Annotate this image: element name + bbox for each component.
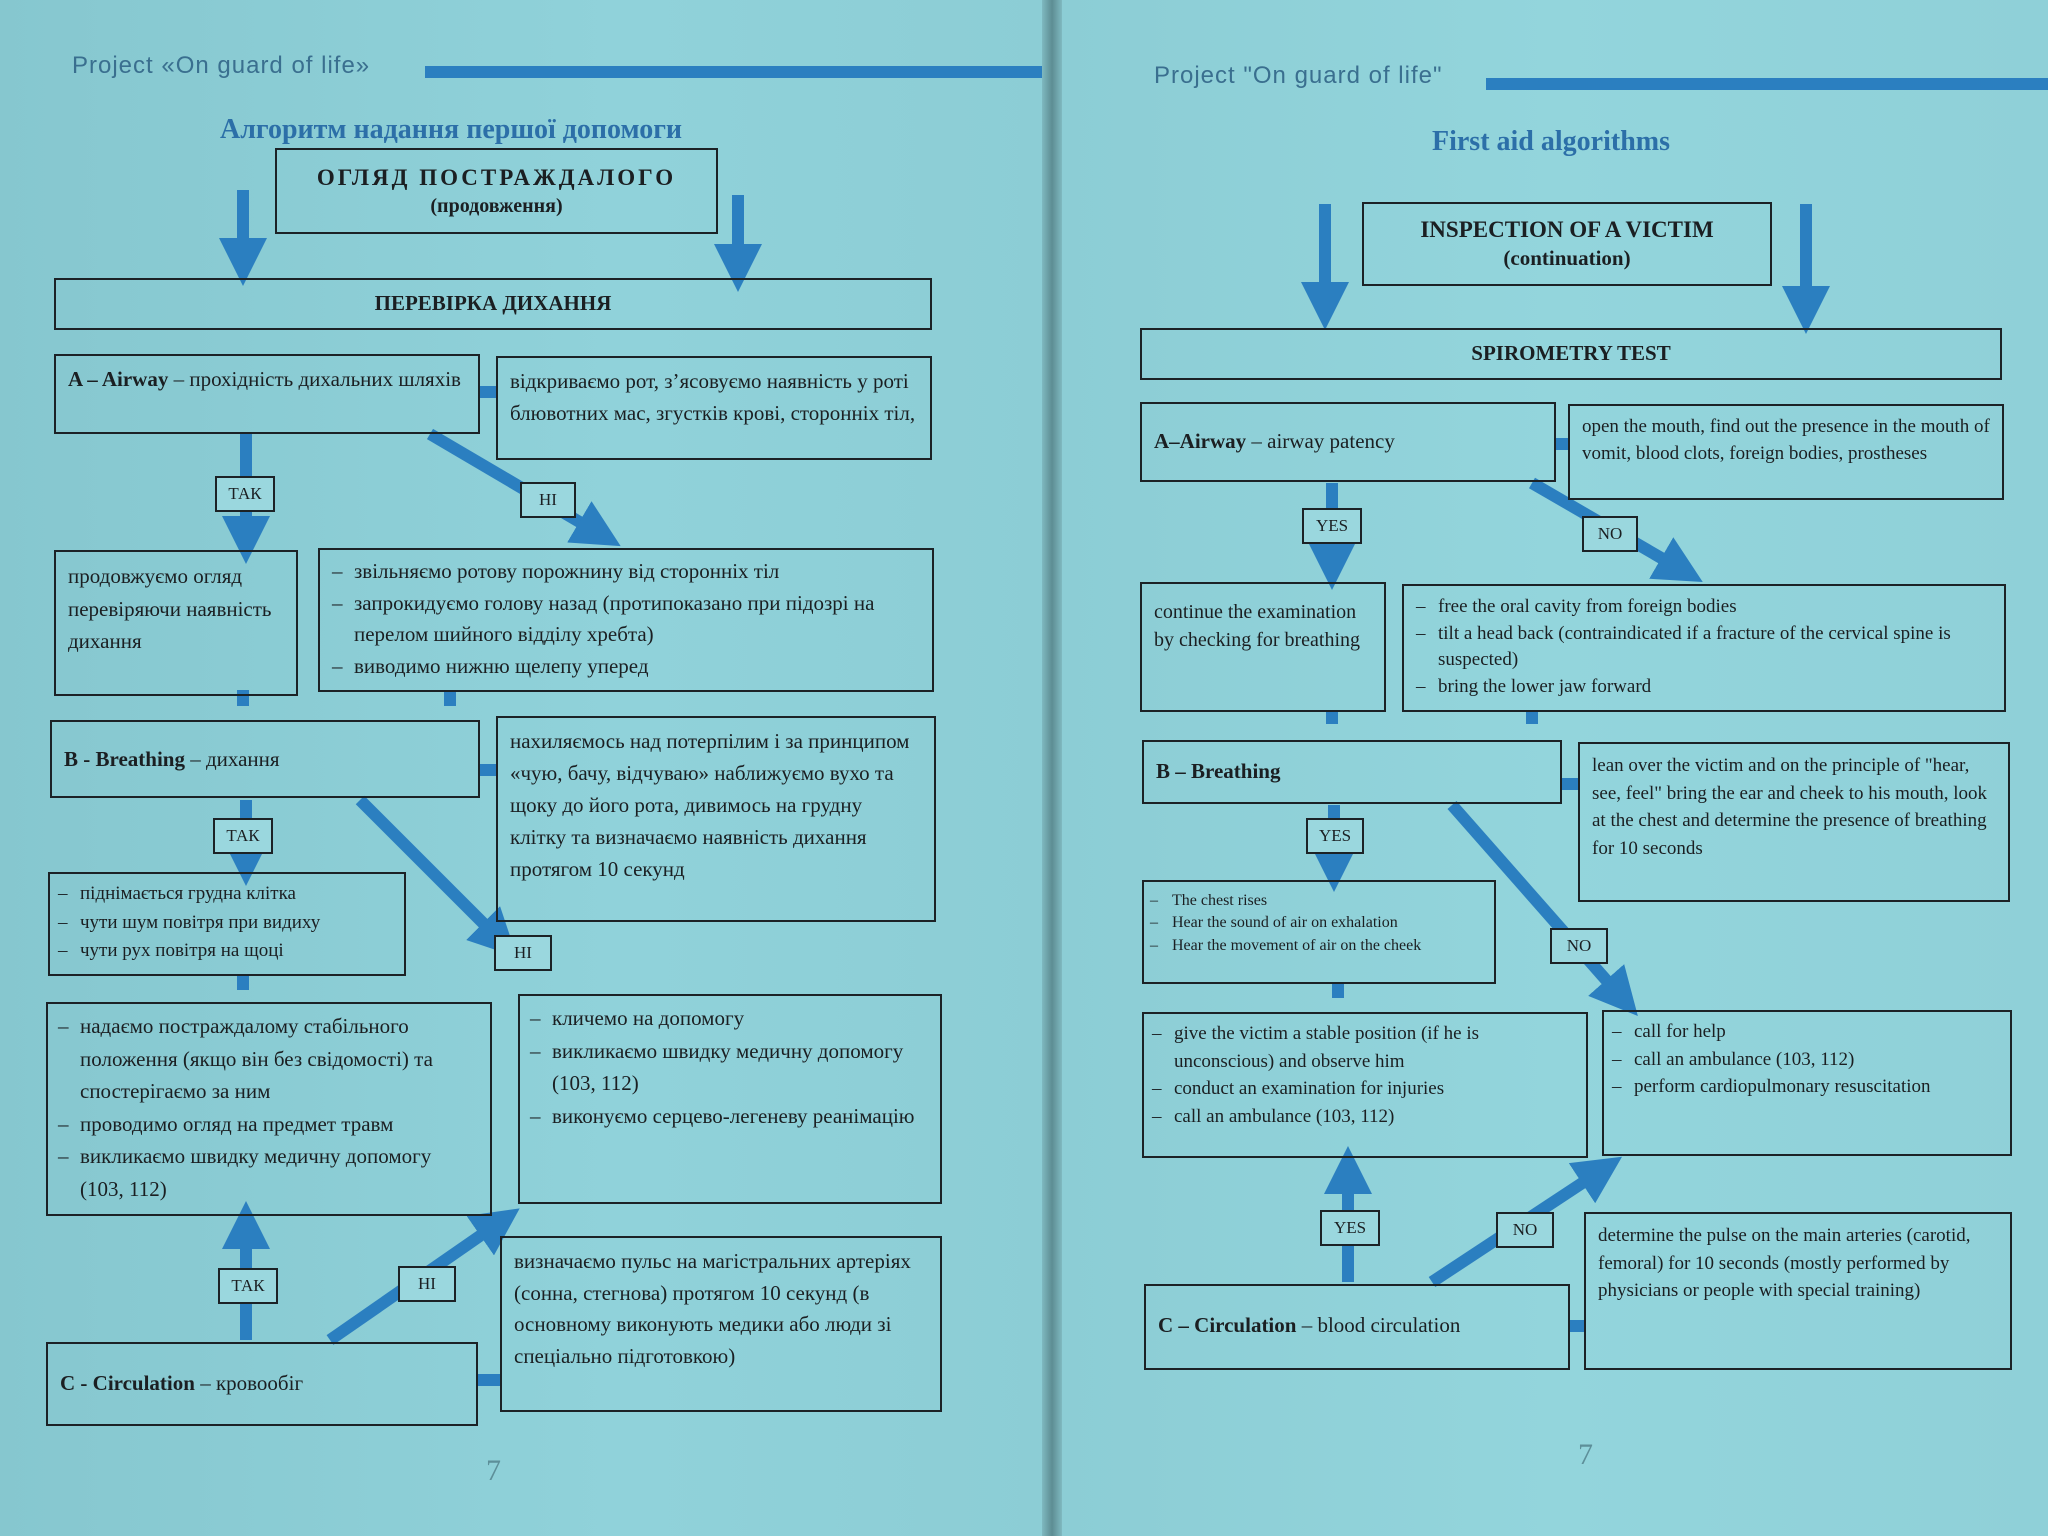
left-airway-no-item-3: – виводимо нижню щелепу уперед [332,651,920,683]
right-help-item-1: – call for help [1612,1018,2002,1046]
left-inspection-title: ОГЛЯД ПОСТРАЖДАЛОГО [316,165,677,191]
left-breathing-label: B - Breathing [64,747,185,771]
right-page-number: 7 [1578,1438,1593,1471]
right-help-item-2: – call an ambulance (103, 112) [1612,1046,2002,1074]
right-airway-no-item-2: – tilt a head back (contraindicated if a fracture of the cervical spine is suspected) [1416,621,1992,674]
right-circulation-box [1144,1284,1570,1370]
left-help-item-2: – викликаємо швидку медичну допомогу (103, 112) [530,1035,930,1100]
left-yes-tag-3: ТАК [218,1268,278,1304]
left-airway-no-box [318,548,934,692]
left-inspection-sub: (продовження) [430,194,563,217]
right-yes-tag-1: YES [1302,508,1362,544]
left-yes-tag-2: ТАК [213,818,273,854]
left-airway-desc: відкриваємо рот, з’ясовуємо наявність у роті блювотних мас, згустків крові, сторонніх тіл, [496,356,932,460]
right-airway-no-box [1402,584,2006,712]
right-airway-no-item-3: – bring the lower jaw forward [1416,674,1992,701]
right-stable-item-1: – give the victim a stable position (if he is unconscious) and observe him [1152,1020,1578,1075]
left-breathing-desc: нахиляємось над потерпілим і за принципом «чую, бачу, відчуваю» наближуємо вухо та щоку до його рота, дивимось на грудну клітку та визначаємо наявність дихання протягом 10 секунд [496,716,936,922]
right-inspection-sub: (continuation) [1503,246,1631,271]
left-help-item-1: – кличемо на допомогу [530,1002,930,1035]
right-check-breathing: SPIROMETRY TEST [1140,328,2002,380]
left-circulation-desc: визначаємо пульс на магістральних артеріях (сонна, стегнова) протягом 10 секунд (в основному виконують медики або люди зі спеціально підготовкою) [500,1236,942,1412]
left-header: Project «On guard of life» [72,52,371,79]
left-help-item-3: – виконуємо серцево-легеневу реанімацію [530,1100,930,1133]
left-no-tag-2: НІ [494,935,552,971]
right-title: First aid algorithms [1432,126,1670,157]
left-circulation-text: – кровообіг [194,1371,304,1395]
left-airway-no-item-1: – звільняємо ротову порожнину від сторонніх тіл [332,556,920,588]
right-inspection-title: INSPECTION OF A VICTIM [1420,217,1714,243]
right-breathing-yes-item-2: – Hear the sound of air on exhalation [1150,912,1488,934]
left-inspection-box [275,148,718,234]
left-stable-box [46,1002,492,1216]
left-stable-item-2: – проводимо огляд на предмет травм [58,1108,480,1141]
right-airway-desc: open the mouth, find out the presence in the mouth of vomit, blood clots, foreign bodies, prostheses [1568,404,2004,500]
right-breathing-yes-item-1: – The chest rises [1150,890,1488,912]
left-circulation-label: C - Circulation [60,1371,195,1395]
right-airway-no-item-1: – free the oral cavity from foreign bodies [1416,594,1992,621]
left-help-box [518,994,942,1204]
left-airway-label: A – Airway [68,367,169,391]
left-breathing-yes-item-1: – піднімається грудна клітка [58,880,396,909]
left-airway-box [54,354,480,434]
right-yes-tag-2: YES [1306,818,1364,854]
right-stable-box [1142,1012,1588,1158]
left-breathing-yes-item-2: – чути шум повітря при видиху [58,909,396,938]
right-continue-box: continue the examination by checking for breathing [1140,582,1386,712]
right-breathing-desc: lean over the victim and on the principle of "hear, see, feel" bring the ear and cheek to his mouth, look at the chest and determine the presence of breathing for 10 seconds [1578,742,2010,902]
left-airway-text: – прохідність дихальних шляхів [168,367,461,391]
right-yes-tag-3: YES [1320,1210,1380,1246]
right-circulation-text: – blood circulation [1296,1313,1461,1337]
left-no-tag-1: НІ [520,482,576,518]
right-breathing-box [1142,740,1562,804]
right-no-tag-2: NO [1550,928,1608,964]
right-breathing-yes-item-3: – Hear the movement of air on the cheek [1150,935,1488,957]
right-airway-box [1140,402,1556,482]
right-no-tag-3: NO [1496,1212,1554,1248]
right-inspection-box [1362,202,1772,286]
right-circulation-desc: determine the pulse on the main arteries (carotid, femoral) for 10 seconds (mostly performed by physicians or people with special training) [1584,1212,2012,1370]
left-title: Алгоритм надання першої допомоги [220,114,683,145]
left-breathing-yes-item-3: – чути рух повітря на щоці [58,937,396,966]
right-breathing-yes-box [1142,880,1496,984]
left-breathing-text: – дихання [184,747,280,771]
left-page-number: 7 [486,1454,501,1487]
book-gutter [1042,0,1062,1536]
right-breathing-label: B – Breathing [1156,759,1281,783]
left-stable-item-3: – викликаємо швидку медичну допомогу (103, 112) [58,1140,480,1205]
right-page [1062,0,2048,1536]
right-circulation-label: C – Circulation [1158,1313,1297,1337]
left-yes-tag-1: ТАК [215,476,275,512]
right-airway-text: – airway patency [1246,429,1395,453]
right-stable-item-2: – conduct an examination for injuries [1152,1075,1578,1103]
right-help-item-3: – perform cardiopulmonary resuscitation [1612,1073,2002,1101]
left-no-tag-3: НІ [398,1266,456,1302]
right-airway-label: A–Airway [1154,429,1247,453]
left-circulation-box [46,1342,478,1426]
right-header: Project "On guard of life" [1154,62,1443,89]
right-no-tag-1: NO [1582,516,1638,552]
left-breathing-box [50,720,480,798]
left-stable-item-1: – надаємо постраждалому стабільного положення (якщо він без свідомості) та спостерігаємо за ним [58,1010,480,1108]
right-stable-item-3: – call an ambulance (103, 112) [1152,1103,1578,1131]
left-airway-no-item-2: – запрокидуємо голову назад (протипоказано при підозрі на перелом шийного відділу хребта) [332,588,920,651]
right-help-box [1602,1010,2012,1156]
left-breathing-yes-box [48,872,406,976]
left-check-breathing: ПЕРЕВІРКА ДИХАННЯ [54,278,932,330]
left-continue-box: продовжуємо огляд перевіряючи наявність дихання [54,550,298,696]
